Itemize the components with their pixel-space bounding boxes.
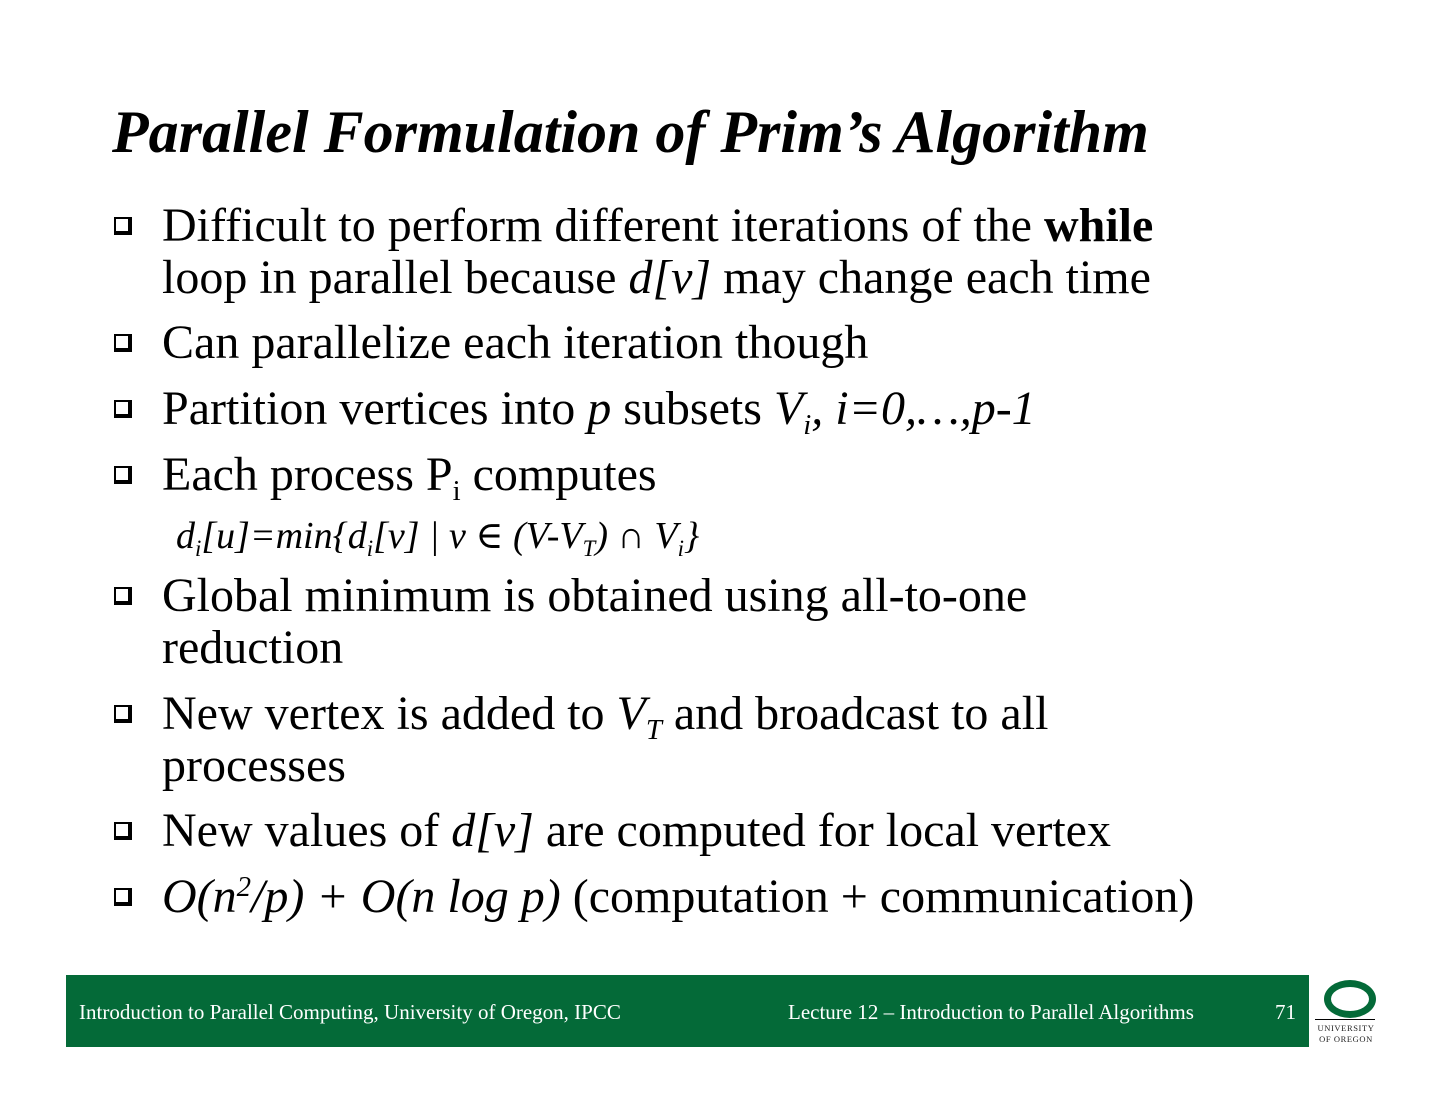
bullet-text: New vertex is added to [162, 687, 617, 740]
footer-lecture: Lecture 12 – Introduction to Parallel Algorithms [788, 1000, 1194, 1024]
bullet-text: Partition vertices into [162, 382, 588, 435]
bullet-item [162, 448, 657, 508]
math-term: p [587, 382, 612, 435]
page-number: 71 [1275, 1000, 1296, 1024]
oregon-o-icon [1324, 980, 1376, 1018]
subscript: i [452, 475, 461, 508]
square-bullet-icon [114, 822, 132, 840]
bullet-item [162, 317, 868, 369]
bullet-text: Global minimum is obtained using all-to-one [162, 569, 1028, 622]
logo-text-line2: OF OREGON [1319, 1034, 1373, 1044]
bullet-text: and broadcast to all [661, 687, 1049, 740]
formula: $d_i[u]=\min\{d_i[v]$ | v ∈ $(V-V_T)$ ∩ $V_i$} [176, 515, 700, 561]
keyword-while: while [1043, 199, 1154, 252]
math-term: d[v] [628, 251, 712, 304]
logo-divider [1315, 1019, 1375, 1020]
bullet-text: Can parallelize each iteration though [162, 316, 869, 369]
square-bullet-icon [114, 705, 132, 723]
bullet-text: Each process P [162, 448, 453, 501]
square-bullet-icon [114, 217, 132, 235]
bullet-item [162, 805, 1111, 857]
bullet-text: are computed for local vertex [533, 804, 1111, 857]
bullet-text: may change each time [711, 251, 1151, 304]
university-logo [1309, 975, 1383, 1047]
bullet-text: processes [162, 739, 346, 792]
math-term: $V_T$ [616, 687, 662, 747]
math-term: $V_i$, i=0,…,p-1 [773, 382, 1036, 442]
bullet-text: loop in parallel because [162, 251, 629, 304]
bullet-text: (computation + communication) [560, 870, 1195, 923]
footer-course: Introduction to Parallel Computing, University of Oregon, IPCC [79, 1000, 621, 1024]
square-bullet-icon [114, 400, 132, 418]
bullet-item [162, 382, 1036, 442]
bullet-item [162, 871, 1194, 923]
slide-title: Parallel Formulation of Prim’s Algorithm [112, 99, 1149, 165]
square-bullet-icon [114, 888, 132, 906]
bullet-text: reduction [162, 621, 344, 674]
bullet-item [162, 200, 1153, 304]
square-bullet-icon [114, 334, 132, 352]
math-term: $O(n^2/p) + O(n$ log p) [162, 870, 561, 923]
square-bullet-icon [114, 587, 132, 605]
bullet-text: computes [460, 448, 657, 501]
bullet-item [162, 570, 1027, 674]
bullet-text: New values of [162, 804, 452, 857]
logo-text-line1: UNIVERSITY [1317, 1023, 1375, 1033]
bullet-text: Difficult to perform different iterations of the [162, 199, 1044, 252]
math-term: d[v] [451, 804, 534, 857]
bullet-item [162, 688, 1048, 792]
square-bullet-icon [114, 466, 132, 484]
footer-bar [66, 975, 1309, 1047]
bullet-text: subsets [611, 382, 774, 435]
